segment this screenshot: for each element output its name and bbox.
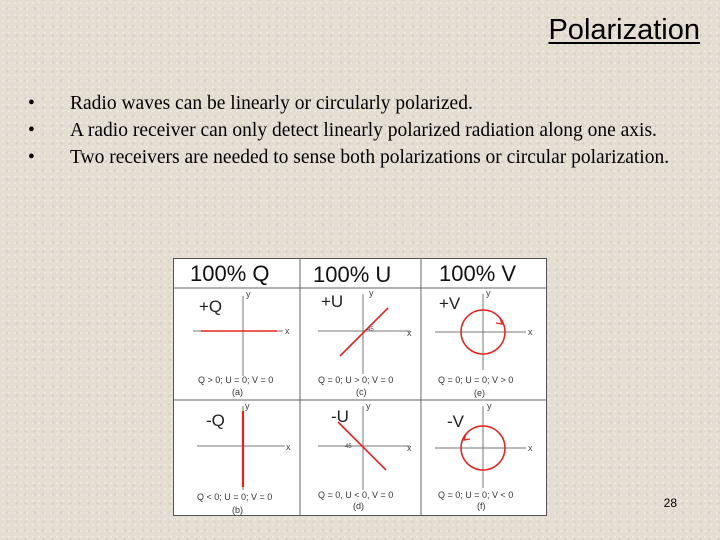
panel-sign: -Q: [206, 411, 225, 430]
page-number: 28: [663, 496, 677, 510]
panel-sign: -V: [447, 412, 464, 431]
panel-plus-q: [193, 289, 290, 397]
angle-label: 45: [345, 444, 352, 450]
panel-plus-u: [318, 288, 412, 397]
polarization-diagram: [173, 258, 547, 516]
bullet-list: [28, 90, 688, 171]
panel-letter: (b): [232, 505, 243, 515]
panel-minus-v: [435, 401, 533, 511]
bullet-text: Radio waves can be linearly or circularly polarized.: [70, 93, 473, 114]
panel-sign: +U: [321, 292, 344, 311]
panel-caption: Q < 0; U = 0; V = 0: [197, 492, 273, 502]
panel-sign: -U: [331, 407, 349, 426]
bullet-item: [28, 117, 688, 144]
polarization-figure: [173, 258, 547, 516]
header-q: 100% Q: [190, 261, 270, 286]
axis-x-label: x: [286, 442, 291, 452]
panel-letter: (a): [232, 387, 243, 397]
slide-title: Polarization: [548, 14, 700, 46]
axis-y-label: y: [487, 401, 492, 411]
panel-letter: (f): [477, 501, 486, 511]
axis-x-label: x: [528, 327, 533, 337]
panel-caption: Q = 0; U > 0; V = 0: [318, 375, 394, 385]
panel-caption: Q = 0; U = 0; V > 0: [438, 375, 514, 385]
panel-sign: +V: [439, 294, 461, 313]
axis-x-label: x: [407, 443, 412, 453]
bullet-item: [28, 90, 688, 117]
panel-letter: (d): [353, 501, 364, 511]
panel-minus-q: [197, 401, 291, 515]
panel-plus-v: [435, 288, 533, 398]
axis-y-label: y: [246, 289, 251, 299]
header-v: 100% V: [439, 261, 517, 286]
axis-y-label: y: [366, 401, 371, 411]
bullet-item: [28, 144, 688, 171]
header-u: 100% U: [313, 262, 392, 287]
axis-y-label: y: [486, 288, 491, 298]
bullet-marker: •: [28, 147, 35, 168]
axis-y-label: y: [245, 401, 250, 411]
angle-label: 45: [367, 327, 374, 333]
panel-caption: Q > 0; U = 0; V = 0: [198, 375, 274, 385]
axis-y-label: y: [369, 288, 374, 298]
bullet-text: Two receivers are needed to sense both polarizations or circular polarization.: [70, 147, 670, 168]
axis-x-label: x: [285, 326, 290, 336]
axis-x-label: x: [528, 443, 533, 453]
panel-letter: (c): [356, 387, 367, 397]
panel-letter: (e): [474, 388, 485, 398]
panel-sign: +Q: [199, 297, 223, 316]
bullet-marker: •: [28, 93, 35, 114]
panel-caption: Q = 0; U = 0; V < 0: [438, 490, 514, 500]
panel-minus-u: [318, 401, 412, 511]
polarization-vector: [340, 308, 388, 356]
bullet-marker: •: [28, 120, 35, 141]
panel-caption: Q = 0, U < 0, V = 0: [318, 490, 394, 500]
bullet-text: A radio receiver can only detect linearly polarized radiation along one axis.: [70, 120, 657, 141]
axis-x-label: x: [407, 328, 412, 338]
